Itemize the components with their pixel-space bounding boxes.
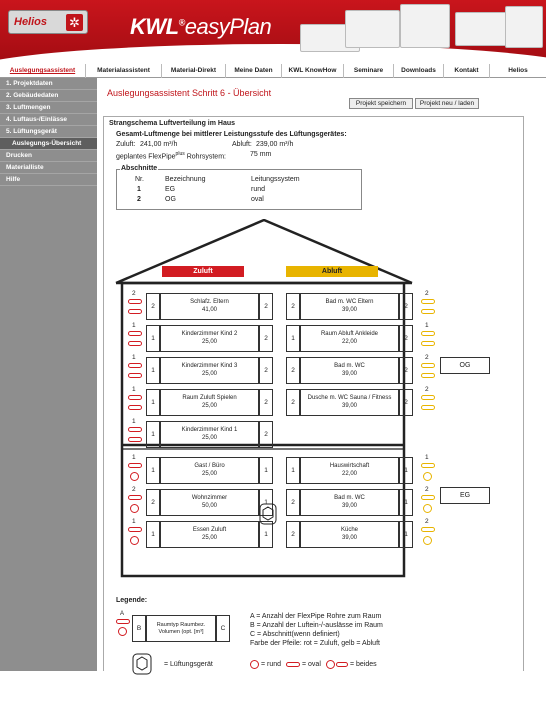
room-section-number: 1 bbox=[259, 521, 273, 548]
device-image bbox=[505, 6, 543, 48]
device-image bbox=[455, 12, 507, 46]
room-outlet-count: 2 bbox=[286, 489, 300, 516]
room-section-number: 2 bbox=[259, 325, 273, 352]
room-pipe-count: 1 bbox=[132, 418, 136, 425]
sidebar-item-hilfe[interactable]: Hilfe bbox=[0, 174, 97, 186]
round-outlet-icon bbox=[130, 536, 139, 545]
nav-auslegungsassistent[interactable]: Auslegungsassistent bbox=[0, 64, 86, 78]
nav-material-direkt[interactable]: Material-Direkt bbox=[162, 64, 226, 78]
room-box[interactable] bbox=[160, 357, 259, 384]
total-airflow-label: Gesamt-Luftmenge bei mittlerer Leistungsstufe des Lüftungsgerätes: bbox=[116, 131, 347, 138]
section-nr: 1 bbox=[137, 186, 141, 193]
legend-device-text: = Lüftungsgerät bbox=[164, 661, 213, 668]
legend-line-color: Farbe der Pfeile: rot = Zuluft, gelb = Abluft bbox=[250, 640, 380, 647]
nav-kontakt[interactable]: Kontakt bbox=[444, 64, 490, 78]
fan-icon: ✲ bbox=[66, 14, 83, 31]
nav-kwl-knowhow[interactable]: KWL KnowHow bbox=[282, 64, 344, 78]
sections-title: Abschnitte bbox=[121, 165, 158, 172]
round-outlet-icon bbox=[423, 536, 432, 545]
sidebar-item-gebaeudedaten[interactable]: 2. Gebäudedaten bbox=[0, 90, 97, 102]
main-nav bbox=[0, 64, 546, 78]
room-pipe-count: 1 bbox=[132, 322, 136, 329]
zuluft-arrow-icon bbox=[128, 299, 142, 304]
legend-c: C bbox=[216, 615, 230, 642]
room-outlet-count: 1 bbox=[146, 457, 160, 484]
zuluft-arrow-icon bbox=[116, 619, 130, 624]
room-pipe-count: 1 bbox=[425, 322, 429, 329]
oval-outlet-icon bbox=[421, 373, 435, 378]
room-box[interactable] bbox=[300, 457, 399, 484]
zuluft-arrow-icon bbox=[128, 495, 142, 500]
room-box[interactable] bbox=[300, 357, 399, 384]
round-outlet-icon bbox=[423, 472, 432, 481]
room-outlet-count: 2 bbox=[146, 489, 160, 516]
room-box[interactable] bbox=[300, 325, 399, 352]
legend-a: A bbox=[120, 611, 125, 617]
header bbox=[0, 0, 546, 64]
ventilation-device-icon bbox=[259, 503, 277, 525]
room-section-number: 2 bbox=[399, 357, 413, 384]
room-outlet-count: 1 bbox=[146, 389, 160, 416]
room-pipe-count: 2 bbox=[132, 486, 136, 493]
room-volume: 25,00 bbox=[201, 434, 217, 441]
flexpipe-label: geplantes FlexPipe$^{plus}$ Rohrsystem: bbox=[116, 151, 226, 161]
sidebar-item-uebersicht[interactable]: Auslegungs-Übersicht bbox=[0, 138, 97, 150]
legend-oval: = oval bbox=[302, 661, 321, 668]
zuluft-badge: Zuluft bbox=[162, 266, 244, 277]
room-outlet-count: 1 bbox=[286, 325, 300, 352]
room-section-number: 2 bbox=[259, 357, 273, 384]
section-system: rund bbox=[251, 186, 266, 193]
device-image bbox=[345, 10, 400, 48]
abluft-label: Abluft: bbox=[232, 141, 252, 148]
room-box[interactable] bbox=[160, 421, 259, 448]
nav-meine-daten[interactable]: Meine Daten bbox=[226, 64, 282, 78]
sections-col-name: Bezeichnung bbox=[165, 176, 206, 183]
nav-helios[interactable]: Helios bbox=[508, 67, 528, 74]
room-pipe-count: 2 bbox=[425, 386, 429, 393]
oval-outlet-icon bbox=[128, 309, 142, 314]
abluft-badge: Abluft bbox=[286, 266, 378, 277]
scheme-heading: Strangschema Luftverteilung im Haus bbox=[109, 120, 236, 127]
room-volume: 25,00 bbox=[201, 370, 217, 377]
save-project-button[interactable]: Projekt speichern bbox=[349, 98, 413, 109]
room-box[interactable] bbox=[300, 293, 399, 320]
room-outlet-count: 2 bbox=[146, 293, 160, 320]
oval-outlet-icon bbox=[128, 341, 142, 346]
sidebar-item-luftmengen[interactable]: 3. Luftmengen bbox=[0, 102, 97, 114]
room-volume: 22,00 bbox=[341, 470, 357, 477]
room-name: Kinderzimmer Kind 1 bbox=[181, 427, 238, 433]
room-name: Kinderzimmer Kind 3 bbox=[181, 363, 238, 369]
ventilation-device-icon bbox=[132, 653, 152, 675]
room-box[interactable] bbox=[160, 325, 259, 352]
oval-outlet-icon bbox=[128, 405, 142, 410]
legend-b: B bbox=[132, 615, 146, 642]
room-box[interactable] bbox=[300, 389, 399, 416]
main-content bbox=[97, 78, 546, 671]
room-outlet-count: 1 bbox=[146, 325, 160, 352]
oval-shape-icon bbox=[336, 662, 348, 667]
oval-shape-icon bbox=[286, 662, 300, 667]
room-pipe-count: 1 bbox=[425, 454, 429, 461]
room-section-number: 1 bbox=[399, 489, 413, 516]
room-volume: 50,00 bbox=[201, 502, 217, 509]
room-section-number: 1 bbox=[399, 521, 413, 548]
sidebar bbox=[0, 78, 97, 671]
room-box[interactable] bbox=[160, 293, 259, 320]
room-pipe-count: 1 bbox=[132, 386, 136, 393]
room-name: Bad m. WC bbox=[334, 495, 365, 501]
eg-section-box: EG bbox=[440, 487, 490, 504]
room-section-number: 2 bbox=[259, 389, 273, 416]
og-section-box: OG bbox=[440, 357, 490, 374]
room-section-number: 1 bbox=[259, 457, 273, 484]
room-pipe-count: 2 bbox=[425, 518, 429, 525]
round-outlet-icon bbox=[118, 627, 127, 636]
room-name: Gast / Büro bbox=[194, 463, 225, 469]
oval-outlet-icon bbox=[421, 341, 435, 346]
oval-outlet-icon bbox=[421, 405, 435, 410]
room-pipe-count: 2 bbox=[425, 486, 429, 493]
abluft-value: 239,00 m³/h bbox=[256, 141, 294, 148]
nav-downloads[interactable]: Downloads bbox=[394, 64, 444, 78]
abluft-arrow-icon bbox=[421, 331, 435, 336]
room-volume: 41,00 bbox=[201, 306, 217, 313]
room-volume: 25,00 bbox=[201, 534, 217, 541]
legend-both: = beides bbox=[350, 661, 377, 668]
abluft-arrow-icon bbox=[421, 395, 435, 400]
room-name: Essen Zuluft bbox=[192, 527, 227, 533]
room-outlet-count: 1 bbox=[146, 421, 160, 448]
section-name: OG bbox=[165, 196, 176, 203]
sections-col-nr: Nr. bbox=[135, 176, 144, 183]
room-section-number: 2 bbox=[399, 293, 413, 320]
room-pipe-count: 1 bbox=[132, 454, 136, 461]
zuluft-arrow-icon bbox=[128, 427, 142, 432]
legend-title: Legende: bbox=[116, 597, 148, 604]
room-outlet-count: 1 bbox=[146, 521, 160, 548]
new-project-button[interactable]: Projekt neu / laden bbox=[415, 98, 479, 109]
room-volume: 22,00 bbox=[341, 338, 357, 345]
room-name: Küche bbox=[340, 527, 358, 533]
legend-line-b: B = Anzahl der Luftein-/-auslässe im Raum bbox=[250, 622, 383, 629]
room-outlet-count: 2 bbox=[286, 521, 300, 548]
round-outlet-icon bbox=[423, 504, 432, 513]
room-name: Wohnzimmer bbox=[191, 495, 228, 501]
zuluft-arrow-icon bbox=[128, 463, 142, 468]
page-title: Auslegungsassistent Schritt 6 - Übersicht bbox=[107, 88, 272, 98]
room-name: Kinderzimmer Kind 2 bbox=[181, 331, 238, 337]
room-volume: 39,00 bbox=[341, 502, 357, 509]
house-scheme bbox=[114, 219, 434, 579]
room-box[interactable] bbox=[160, 457, 259, 484]
room-outlet-count: 2 bbox=[286, 389, 300, 416]
section-system: oval bbox=[251, 196, 264, 203]
round-shape-icon bbox=[250, 660, 259, 669]
room-name: Raum Abluft Ankleide bbox=[320, 331, 379, 337]
room-pipe-count: 2 bbox=[132, 290, 136, 297]
room-pipe-count: 1 bbox=[132, 518, 136, 525]
room-pipe-count: 1 bbox=[132, 354, 136, 361]
room-outlet-count: 1 bbox=[146, 357, 160, 384]
room-name: Schlafz. Eltern bbox=[190, 299, 229, 305]
logo-text: Helios bbox=[14, 16, 48, 28]
round-outlet-icon bbox=[130, 472, 139, 481]
sections-col-system: Leitungssystem bbox=[251, 176, 300, 183]
room-pipe-count: 2 bbox=[425, 354, 429, 361]
abluft-arrow-icon bbox=[421, 495, 435, 500]
device-image bbox=[400, 4, 450, 48]
oval-outlet-icon bbox=[421, 309, 435, 314]
legend-line-a: A = Anzahl der FlexPipe Rohre zum Raum bbox=[250, 613, 382, 620]
zuluft-arrow-icon bbox=[128, 363, 142, 368]
zuluft-arrow-icon bbox=[128, 331, 142, 336]
room-volume: 25,00 bbox=[201, 402, 217, 409]
legend bbox=[104, 597, 525, 712]
overview-panel bbox=[103, 116, 524, 671]
room-section-number: 2 bbox=[259, 293, 273, 320]
room-name: Raum Zuluft Spielen bbox=[182, 395, 237, 401]
legend-room-box: Raumtyp Raumbez. Volumen (opt. [m³] bbox=[146, 615, 216, 642]
oval-outlet-icon bbox=[128, 373, 142, 378]
room-volume: 39,00 bbox=[341, 534, 357, 541]
oval-outlet-icon bbox=[128, 437, 142, 442]
zuluft-label: Zuluft: bbox=[116, 141, 136, 148]
room-volume: 39,00 bbox=[341, 370, 357, 377]
room-box[interactable] bbox=[160, 521, 259, 548]
flexpipe-value: 75 mm bbox=[250, 151, 272, 158]
helios-logo[interactable] bbox=[8, 10, 88, 34]
room-volume: 25,00 bbox=[201, 338, 217, 345]
app-brand: KWL®easyPlan bbox=[130, 14, 272, 39]
legend-line-c: C = Abschnitt(wenn definiert) bbox=[250, 631, 340, 638]
abluft-arrow-icon bbox=[421, 463, 435, 468]
sidebar-item-luftauslaesse[interactable]: 4. Luftaus-/Einlässe bbox=[0, 114, 97, 126]
legend-round: = rund bbox=[261, 661, 282, 668]
zuluft-arrow-icon bbox=[128, 395, 142, 400]
room-box[interactable] bbox=[160, 489, 259, 516]
round-outlet-icon bbox=[130, 504, 139, 513]
room-pipe-count: 2 bbox=[425, 290, 429, 297]
room-volume: 25,00 bbox=[201, 470, 217, 477]
abluft-arrow-icon bbox=[421, 527, 435, 532]
room-section-number: 1 bbox=[399, 457, 413, 484]
section-name: EG bbox=[165, 186, 176, 193]
sections-table bbox=[116, 165, 362, 210]
room-section-number: 2 bbox=[399, 389, 413, 416]
sidebar-item-materialliste[interactable]: Materialliste bbox=[0, 162, 97, 174]
room-name: Bad m. WC bbox=[334, 363, 365, 369]
zuluft-value: 241,00 m³/h bbox=[140, 141, 178, 148]
round-shape-icon bbox=[326, 660, 335, 669]
room-section-number: 2 bbox=[259, 421, 273, 448]
room-name: Bad m. WC Eltern bbox=[325, 299, 374, 305]
room-section-number: 1 bbox=[259, 489, 273, 516]
room-volume: 39,00 bbox=[341, 306, 357, 313]
sidebar-item-projektdaten[interactable]: 1. Projektdaten bbox=[0, 78, 97, 90]
room-outlet-count: 2 bbox=[286, 293, 300, 320]
zuluft-arrow-icon bbox=[128, 527, 142, 532]
abluft-arrow-icon bbox=[421, 363, 435, 368]
room-outlet-count: 1 bbox=[286, 457, 300, 484]
sidebar-item-lueftungsgeraet[interactable]: 5. Lüftungsgerät bbox=[0, 126, 97, 138]
room-outlet-count: 2 bbox=[286, 357, 300, 384]
nav-materialassistent[interactable]: Materialassistent bbox=[86, 64, 162, 78]
room-box[interactable] bbox=[300, 489, 399, 516]
nav-seminare[interactable]: Seminare bbox=[344, 64, 394, 78]
room-section-number: 2 bbox=[399, 325, 413, 352]
section-nr: 2 bbox=[137, 196, 141, 203]
sidebar-item-drucken[interactable]: Drucken bbox=[0, 150, 97, 162]
room-box[interactable] bbox=[300, 521, 399, 548]
abluft-arrow-icon bbox=[421, 299, 435, 304]
room-name: Hauswirtschaft bbox=[329, 463, 370, 469]
room-volume: 39,00 bbox=[341, 402, 357, 409]
room-box[interactable] bbox=[160, 389, 259, 416]
room-name: Dusche m. WC Sauna / Fitness bbox=[307, 395, 392, 401]
